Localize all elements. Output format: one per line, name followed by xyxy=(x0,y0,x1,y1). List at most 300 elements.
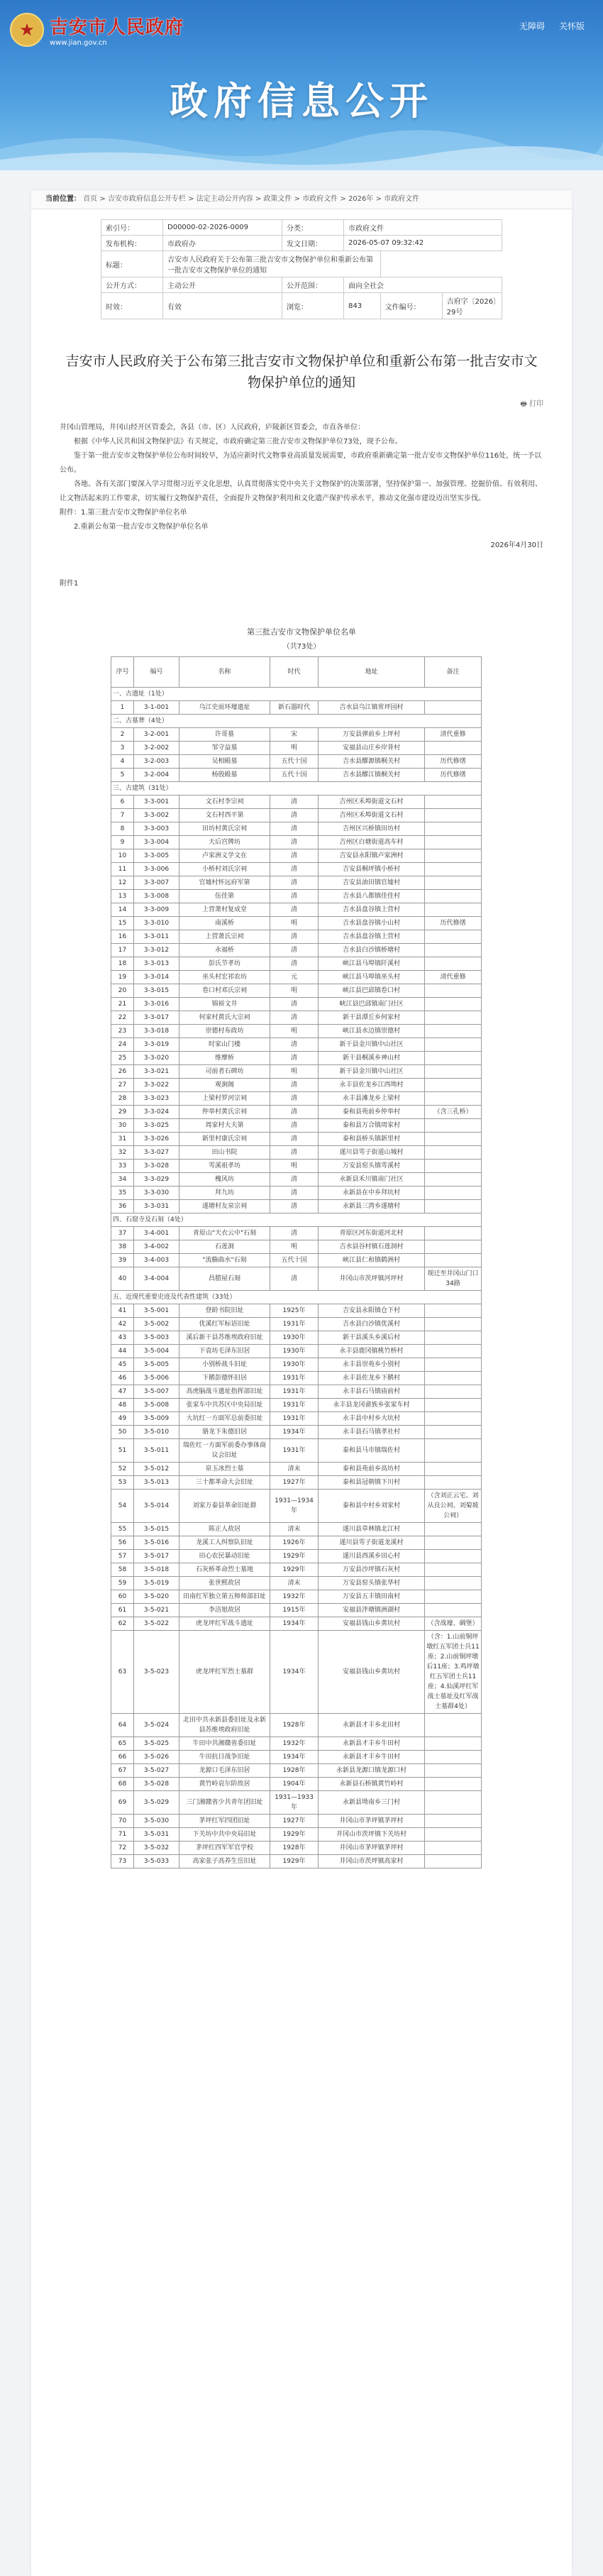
remark-cell: 清代重修 xyxy=(425,728,482,742)
site-name-cell: 溪后新干县苏维埃政府旧址 xyxy=(179,1331,270,1345)
row-code: 3-3-014 xyxy=(134,971,179,984)
site-name-cell: 何家村黄氏大宗祠 xyxy=(179,1011,270,1025)
row-index: 45 xyxy=(111,1358,134,1372)
era-cell: 清 xyxy=(270,998,319,1011)
address-cell: 泰和县苑前乡仲举村 xyxy=(319,1106,425,1119)
meta-key: 公开范围： xyxy=(282,277,344,293)
column-header: 序号 xyxy=(111,657,134,688)
site-name-cell: 张世熙故居 xyxy=(179,1577,270,1590)
row-index: 33 xyxy=(111,1160,134,1173)
era-cell: 清 xyxy=(270,876,319,890)
row-index: 19 xyxy=(111,971,134,984)
table-row xyxy=(111,1065,482,1079)
era-cell: 新石器时代 xyxy=(270,701,319,715)
era-cell: 明 xyxy=(270,1025,319,1038)
remark-cell: 历代修缮 xyxy=(425,769,482,782)
breadcrumb-link[interactable]: 政策文件 xyxy=(263,195,292,203)
table-row xyxy=(111,701,482,715)
site-name-cell: 张家车中共苏区中央局旧址 xyxy=(179,1399,270,1412)
row-index: 62 xyxy=(111,1617,134,1631)
meta-key: 发布机构： xyxy=(101,236,163,251)
accessibility-link[interactable]: 无障碍 xyxy=(519,21,545,31)
row-index: 28 xyxy=(111,1092,134,1106)
row-index: 55 xyxy=(111,1523,134,1536)
table-row xyxy=(111,1119,482,1133)
site-name-cell: 虎龙坪红军烈士墓群 xyxy=(179,1631,270,1714)
address-cell: 吉水县盘谷镇上营村 xyxy=(319,903,425,917)
era-cell: 1931年 xyxy=(270,1318,319,1331)
era-cell: 1930年 xyxy=(270,1331,319,1345)
remark-cell xyxy=(425,890,482,903)
row-index: 68 xyxy=(111,1778,134,1791)
row-index: 24 xyxy=(111,1038,134,1052)
table-row xyxy=(111,1855,482,1868)
row-code: 3-5-024 xyxy=(134,1714,179,1737)
address-cell: 新干县金川镇中山社区 xyxy=(319,1065,425,1079)
row-code: 3-3-030 xyxy=(134,1187,179,1200)
era-cell: 1934年 xyxy=(270,1631,319,1714)
address-cell: 井冈山市茅坪镇茅坪村 xyxy=(319,1842,425,1855)
row-index: 66 xyxy=(111,1751,134,1764)
row-code: 3-3-011 xyxy=(134,930,179,944)
era-cell: 1915年 xyxy=(270,1604,319,1617)
address-cell: 万安县窑头镇张华村 xyxy=(319,1577,425,1590)
row-index: 11 xyxy=(111,863,134,876)
row-code: 3-4-004 xyxy=(134,1267,179,1291)
meta-value: 吉安市人民政府关于公布第三批吉安市文物保护单位和重新公布第一批吉安市文物保护单位的通知 xyxy=(163,251,381,277)
row-code: 3-5-014 xyxy=(134,1490,179,1523)
row-index: 44 xyxy=(111,1345,134,1358)
row-code: 3-3-016 xyxy=(134,998,179,1011)
site-name-cell: 永福桥 xyxy=(179,944,270,957)
table-row xyxy=(111,1439,482,1463)
row-code: 3-5-025 xyxy=(134,1737,179,1751)
table-row xyxy=(111,1304,482,1318)
row-index: 18 xyxy=(111,957,134,971)
era-cell: 清 xyxy=(270,863,319,876)
address-cell: 吉安县永阳镇卢家洲村 xyxy=(319,849,425,863)
top-links xyxy=(519,20,585,32)
site-name-cell: 锦裕文井 xyxy=(179,998,270,1011)
era-cell: 1931—1933年 xyxy=(270,1791,319,1815)
row-code: 3-3-029 xyxy=(134,1173,179,1187)
table-row xyxy=(111,1038,482,1052)
row-code: 3-5-021 xyxy=(134,1604,179,1617)
body-paragraph: 井冈山管理局，井冈山经开区管委会，各县（市、区）人民政府，庐陵新区管委会，市直各单位： xyxy=(60,424,365,431)
site-name-cell: 南溪桥 xyxy=(179,917,270,930)
era-cell: 1928年 xyxy=(270,1764,319,1778)
row-index: 70 xyxy=(111,1815,134,1828)
address-cell: 吉水县醪江镇桐关村 xyxy=(319,769,425,782)
table-row xyxy=(111,1604,482,1617)
era-cell: 1928年 xyxy=(270,1842,319,1855)
site-url: www.jian.gov.cn xyxy=(50,39,107,47)
breadcrumb-link[interactable]: 首页 xyxy=(83,195,98,203)
table-row xyxy=(111,1751,482,1764)
table-row xyxy=(111,1476,482,1490)
remark-cell xyxy=(425,1604,482,1617)
attachment-label: 附件1 xyxy=(60,580,79,588)
remark-cell xyxy=(425,876,482,890)
row-code: 3-3-007 xyxy=(134,876,179,890)
remark-cell xyxy=(425,1550,482,1563)
era-cell: 1929年 xyxy=(270,1855,319,1868)
table-row xyxy=(111,822,482,836)
era-cell: 清 xyxy=(270,1133,319,1146)
breadcrumb-link[interactable]: 市政府文件 xyxy=(384,195,420,203)
era-cell: 1928年 xyxy=(270,1714,319,1737)
row-code: 3-3-018 xyxy=(134,1025,179,1038)
category-label: 五、近现代重要史迹及代表性建筑（33处） xyxy=(111,1291,482,1304)
era-cell: 1931—1934年 xyxy=(270,1490,319,1523)
column-header: 编号 xyxy=(134,657,179,688)
row-index: 42 xyxy=(111,1318,134,1331)
address-cell: 安福县钱山乡黄坑村 xyxy=(319,1631,425,1714)
era-cell: 明 xyxy=(270,742,319,755)
site-name-cell: 李涪旭故居 xyxy=(179,1604,270,1617)
row-index: 53 xyxy=(111,1476,134,1490)
address-cell: 永丰县崇苑乡小别村 xyxy=(319,1358,425,1372)
row-index: 7 xyxy=(111,809,134,822)
row-index: 46 xyxy=(111,1372,134,1385)
meta-value: 有效 xyxy=(163,293,282,319)
table-row xyxy=(111,1331,482,1345)
era-cell: 清 xyxy=(270,957,319,971)
address-cell: 井冈山市茨坪镇河坪村 xyxy=(319,1267,425,1291)
row-index: 40 xyxy=(111,1267,134,1291)
remark-cell xyxy=(425,1385,482,1399)
row-index: 6 xyxy=(111,796,134,809)
site-name-cell: 文石村李宗祠 xyxy=(179,796,270,809)
row-index: 54 xyxy=(111,1490,134,1523)
row-code: 3-5-011 xyxy=(134,1439,179,1463)
address-cell: 遂川县雩子街道山城村 xyxy=(319,1146,425,1160)
row-code: 3-3-004 xyxy=(134,836,179,849)
print-button[interactable]: 🖶 打印 xyxy=(520,400,543,408)
remark-cell xyxy=(425,1855,482,1868)
breadcrumb-link[interactable]: 2026年 xyxy=(348,195,374,203)
table-row xyxy=(111,742,482,755)
address-cell: 新干县潭丘乡何家村 xyxy=(319,1011,425,1025)
site-name-cell: 小别桥战斗旧址 xyxy=(179,1358,270,1372)
era-cell: 1931年 xyxy=(270,1399,319,1412)
site-name-cell: 司前者石碑坊 xyxy=(179,1065,270,1079)
address-cell: 井冈山市茅坪镇茅坪村 xyxy=(319,1815,425,1828)
row-index: 48 xyxy=(111,1399,134,1412)
table-row xyxy=(111,1200,482,1213)
remark-cell xyxy=(425,1331,482,1345)
row-code: 3-4-001 xyxy=(134,1227,179,1240)
row-index: 73 xyxy=(111,1855,134,1868)
row-index: 20 xyxy=(111,984,134,998)
row-code: 3-3-026 xyxy=(134,1133,179,1146)
table-row xyxy=(111,728,482,742)
table-row xyxy=(111,1590,482,1604)
era-cell: 清 xyxy=(270,1106,319,1119)
row-index: 16 xyxy=(111,930,134,944)
elder-mode-link[interactable]: 关怀版 xyxy=(558,21,585,31)
document-meta-table xyxy=(101,219,502,319)
address-cell: 永新县坳南乡三门村 xyxy=(319,1791,425,1815)
row-index: 4 xyxy=(111,755,134,769)
site-name-cell: 卷口村邓氏宗祠 xyxy=(179,984,270,998)
address-cell: 泰和县万合镇周家村 xyxy=(319,1119,425,1133)
address-cell: 永新县三湾乡遂塘村 xyxy=(319,1200,425,1213)
row-index: 1 xyxy=(111,701,134,715)
site-name-cell: 茅坪红军四团旧址 xyxy=(179,1815,270,1828)
category-row xyxy=(111,1213,482,1227)
row-code: 3-5-005 xyxy=(134,1358,179,1372)
row-index: 67 xyxy=(111,1764,134,1778)
row-index: 21 xyxy=(111,998,134,1011)
remark-cell xyxy=(425,1828,482,1842)
remark-cell xyxy=(425,1227,482,1240)
site-name-cell: 龙源口毛泽东旧居 xyxy=(179,1764,270,1778)
remark-cell xyxy=(425,1133,482,1146)
row-index: 17 xyxy=(111,944,134,957)
row-code: 3-5-016 xyxy=(134,1536,179,1550)
remark-cell xyxy=(425,822,482,836)
era-cell: 清 xyxy=(270,1092,319,1106)
remark-cell xyxy=(425,1372,482,1385)
row-index: 2 xyxy=(111,728,134,742)
table-row xyxy=(111,1828,482,1842)
table-row xyxy=(111,836,482,849)
row-code: 3-3-025 xyxy=(134,1119,179,1133)
row-index: 25 xyxy=(111,1052,134,1065)
table-row xyxy=(111,1815,482,1828)
table-row xyxy=(111,1079,482,1092)
breadcrumb-link[interactable]: 吉安市政府信息公开专栏 xyxy=(107,195,186,203)
row-code: 3-5-031 xyxy=(134,1828,179,1842)
address-cell: 井冈山市茨坪镇下关坊村 xyxy=(319,1828,425,1842)
remark-cell xyxy=(425,1536,482,1550)
document-title: 吉安市人民政府关于公布第三批吉安市文物保护单位和重新公布第一批吉安市文物保护单位的通知 xyxy=(65,353,538,390)
table-row xyxy=(111,1318,482,1331)
address-cell: 遂川县雩子街道龙溪村 xyxy=(319,1536,425,1550)
era-cell: 1927年 xyxy=(270,1815,319,1828)
table-header-row xyxy=(111,657,482,688)
remark-cell xyxy=(425,1463,482,1476)
address-cell: 新干县溪头乡溪后村 xyxy=(319,1331,425,1345)
address-cell: 吉水县醪源镇桐关村 xyxy=(319,755,425,769)
row-code: 3-5-004 xyxy=(134,1345,179,1358)
meta-key: 索引号： xyxy=(101,220,163,236)
site-name-cell: 牛田中共湘赣省委旧址 xyxy=(179,1737,270,1751)
table-caption: 第三批吉安市文物保护单位名单 xyxy=(247,627,356,637)
site-name-cell: 维摩桥 xyxy=(179,1052,270,1065)
row-index: 3 xyxy=(111,742,134,755)
row-index: 9 xyxy=(111,836,134,849)
row-code: 3-5-029 xyxy=(134,1791,179,1815)
remark-cell xyxy=(425,1011,482,1025)
site-name-cell: 牛田抗日战争旧址 xyxy=(179,1751,270,1764)
table-row xyxy=(111,1160,482,1173)
row-index: 5 xyxy=(111,769,134,782)
row-code: 3-3-031 xyxy=(134,1200,179,1213)
row-code: 3-3-027 xyxy=(134,1146,179,1160)
row-code: 3-5-023 xyxy=(134,1631,179,1714)
table-row xyxy=(111,809,482,822)
era-cell: 五代十国 xyxy=(270,755,319,769)
row-code: 3-5-027 xyxy=(134,1764,179,1778)
era-cell: 1934年 xyxy=(270,1426,319,1439)
address-cell: 万安县窑头镇雩溪村 xyxy=(319,1160,425,1173)
remark-cell xyxy=(425,1590,482,1604)
address-cell: 新干县桐溪乡神山村 xyxy=(319,1052,425,1065)
remark-cell xyxy=(425,903,482,917)
era-cell: 元 xyxy=(270,971,319,984)
row-code: 3-3-021 xyxy=(134,1065,179,1079)
row-code: 3-5-018 xyxy=(134,1563,179,1577)
address-cell: 泰和县桥头镇新里村 xyxy=(319,1133,425,1146)
address-cell: 峡江县马埠镇阡溪村 xyxy=(319,957,425,971)
era-cell: 1929年 xyxy=(270,1828,319,1842)
row-code: 3-3-024 xyxy=(134,1106,179,1119)
table-row xyxy=(111,971,482,984)
address-cell: 峡江县水边镇崇德村 xyxy=(319,1025,425,1038)
row-code: 3-5-033 xyxy=(134,1855,179,1868)
era-cell: 清 xyxy=(270,822,319,836)
row-index: 36 xyxy=(111,1200,134,1213)
address-cell: 永新县才丰乡北田村 xyxy=(319,1714,425,1737)
site-name-cell: 昌腊屋石刻 xyxy=(179,1267,270,1291)
site-name-cell: 田心农民暴动旧址 xyxy=(179,1550,270,1563)
remark-cell xyxy=(425,809,482,822)
table-row xyxy=(111,1791,482,1815)
table-row xyxy=(111,1173,482,1187)
address-cell: 泰和县马市镇瑞佐村 xyxy=(319,1439,425,1463)
era-cell: 1925年 xyxy=(270,1304,319,1318)
remark-cell xyxy=(425,1764,482,1778)
address-cell: 永新县禾川镇南门社区 xyxy=(319,1173,425,1187)
era-cell: 清 xyxy=(270,809,319,822)
table-row xyxy=(111,1550,482,1563)
table-row xyxy=(111,1011,482,1025)
era-cell: 1929年 xyxy=(270,1563,319,1577)
site-name-cell: 吴相殿墓 xyxy=(179,755,270,769)
table-row xyxy=(111,769,482,782)
site-logo[interactable] xyxy=(10,13,184,47)
meta-key: 分类： xyxy=(282,220,344,236)
era-cell: 1934年 xyxy=(270,1617,319,1631)
address-cell: 吉州区禾埠街道文石村 xyxy=(319,809,425,822)
site-name-cell: 刘家万泰县革命旧址群 xyxy=(179,1490,270,1523)
meta-value: D00000-02-2026-0009 xyxy=(163,220,282,236)
document-body xyxy=(60,421,543,553)
row-code: 3-5-010 xyxy=(134,1426,179,1439)
meta-value: 2026-05-07 09:32:42 xyxy=(344,236,502,251)
era-cell: 五代十国 xyxy=(270,1254,319,1267)
content-card xyxy=(31,190,572,2576)
address-cell: 永丰县中村乡大坑村 xyxy=(319,1412,425,1426)
row-index: 69 xyxy=(111,1791,134,1815)
remark-cell xyxy=(425,1173,482,1187)
address-cell: 永丰县鹿冈镇桃竹桥村 xyxy=(319,1345,425,1358)
row-code: 3-3-028 xyxy=(134,1160,179,1173)
body-paragraph: 鉴于第一批吉安市文物保护单位公布时间较早，为适应新时代文物事业高质量发展需要，市政府重新确定第一批吉安市文物保护单位116处，统一予以公布。 xyxy=(60,452,542,474)
row-code: 3-5-002 xyxy=(134,1318,179,1331)
era-cell: 1930年 xyxy=(270,1345,319,1358)
table-row xyxy=(111,876,482,890)
remark-cell xyxy=(425,1577,482,1590)
row-code: 3-5-015 xyxy=(134,1523,179,1536)
header-banner xyxy=(0,0,603,170)
table-row xyxy=(111,1187,482,1200)
category-row xyxy=(111,715,482,728)
row-index: 58 xyxy=(111,1563,134,1577)
remark-cell: （含三孔桥） xyxy=(425,1106,482,1119)
remark-cell xyxy=(425,1304,482,1318)
row-index: 47 xyxy=(111,1385,134,1399)
table-row xyxy=(111,1358,482,1372)
row-index: 31 xyxy=(111,1133,134,1146)
row-code: 3-4-003 xyxy=(134,1254,179,1267)
category-label: 四、石窟寺及石刻（4处） xyxy=(111,1213,482,1227)
row-index: 57 xyxy=(111,1550,134,1563)
table-row xyxy=(111,755,482,769)
table-row xyxy=(111,1778,482,1791)
row-index: 32 xyxy=(111,1146,134,1160)
era-cell: 1904年 xyxy=(270,1778,319,1791)
table-row xyxy=(111,1523,482,1536)
row-code: 3-3-019 xyxy=(134,1038,179,1052)
site-name-cell: 许哥墓 xyxy=(179,728,270,742)
era-cell: 清 xyxy=(270,849,319,863)
address-cell: 吉水县八都镇佳佳村 xyxy=(319,890,425,903)
remark-cell xyxy=(425,1038,482,1052)
era-cell: 清 xyxy=(270,1187,319,1200)
site-name-cell: 上营萧村复成堂 xyxy=(179,903,270,917)
address-cell: 永丰县滩龙乡上梁村 xyxy=(319,1092,425,1106)
row-code: 3-3-010 xyxy=(134,917,179,930)
row-code: 3-5-009 xyxy=(134,1412,179,1426)
breadcrumb: 当前位置： 首页 > 吉安市政府信息公开专栏 > 法定主动公开内容 > 政策文件 > 市政府文件 > 2026年 > 市政府文件 xyxy=(31,190,572,209)
table-row xyxy=(111,1106,482,1119)
remark-cell xyxy=(425,1345,482,1358)
remark-cell xyxy=(425,1563,482,1577)
heritage-list-table xyxy=(111,656,482,1868)
breadcrumb-link[interactable]: 市政府文件 xyxy=(302,195,338,203)
table-row xyxy=(111,1092,482,1106)
site-name: 吉安市人民政府 xyxy=(50,17,184,38)
remark-cell xyxy=(425,863,482,876)
row-code: 3-5-020 xyxy=(134,1590,179,1604)
address-cell: 峡江县巴邱镇南门社区 xyxy=(319,998,425,1011)
remark-cell xyxy=(425,998,482,1011)
table-row xyxy=(111,984,482,998)
breadcrumb-link[interactable]: 法定主动公开内容 xyxy=(196,195,253,203)
meta-key: 文件编号： xyxy=(380,293,442,319)
body-paragraph: 2026年4月30日 xyxy=(490,541,543,549)
era-cell: 清 xyxy=(270,890,319,903)
remark-cell xyxy=(425,1052,482,1065)
breadcrumb-label: 当前位置： xyxy=(45,195,81,203)
site-name-cell: 茅坪红四军军官学校 xyxy=(179,1842,270,1855)
column-header: 备注 xyxy=(425,657,482,688)
meta-key: 标题： xyxy=(101,251,163,277)
site-name-cell: 高家张子高养生岳旧址 xyxy=(179,1855,270,1868)
row-index: 35 xyxy=(111,1187,134,1200)
era-cell: 清 xyxy=(270,944,319,957)
row-code: 3-3-020 xyxy=(134,1052,179,1065)
address-cell: 吉水县谷村镇石莲洞村 xyxy=(319,1240,425,1254)
address-cell: 峡江县巴邱镇卷口村 xyxy=(319,984,425,998)
site-name-cell: 青原山"天衣云中"石刻 xyxy=(179,1227,270,1240)
table-row xyxy=(111,1025,482,1038)
remark-cell xyxy=(425,1160,482,1173)
site-name-cell: 北田中共永新县委旧址及永新县苏维埃政府旧址 xyxy=(179,1714,270,1737)
